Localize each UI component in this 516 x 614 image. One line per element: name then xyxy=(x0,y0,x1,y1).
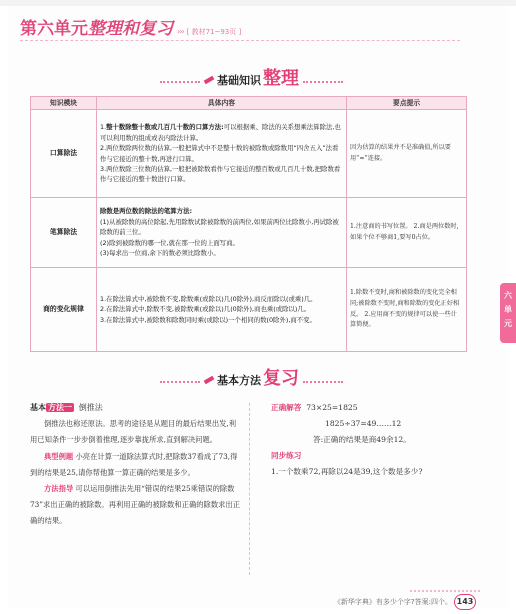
guide-block: 方法指导 可以运用倒推法先用“错误的结果25乘错误的除数73”求出正确的被除数。再利用正确的被除数和正确的除数求出正确的结果。 xyxy=(30,484,241,526)
content-title: 除数是两位数的除法的笔算方法: xyxy=(100,207,193,216)
module-content xyxy=(97,198,347,268)
unit-topic: 整理和复习 xyxy=(88,19,173,39)
footer-dots xyxy=(410,590,480,592)
textbook-ref: [ 教材71~93页 ] xyxy=(186,28,242,36)
content-item: (2)除到被除数的哪一位,就在那一位的上面写商。 xyxy=(100,238,239,247)
table-row xyxy=(31,198,467,268)
pencil-icon xyxy=(204,376,215,384)
knowledge-table xyxy=(30,96,467,352)
arrows-icon: ››› xyxy=(177,27,184,36)
example-block: 典型例题 小亮在计算一道除法算式时,把除数37看成了73,得到的结果是25,请你帮他算一算正确的结果是多少。 xyxy=(30,451,238,477)
module-name: 口算除法 xyxy=(31,110,97,198)
method-intro: 倒推法也称还原法。思考的途径是从题目的最后结果出发,利用已知条件一步步倒着推理,逐步靠拢所求,直到解决问题。 xyxy=(30,419,237,445)
module-content xyxy=(97,268,347,352)
dotted-rule xyxy=(303,81,343,83)
table-row xyxy=(31,110,467,198)
answer-line-2: 1825÷37=49……12 xyxy=(325,419,402,428)
method-heading: 基本 方法一 倒推法 xyxy=(30,403,103,412)
module-name: 笔算除法 xyxy=(31,198,97,268)
section-title-knowledge xyxy=(160,66,343,88)
unit-header xyxy=(20,14,241,39)
section-highlight: 整理 xyxy=(263,68,299,89)
method-column xyxy=(30,400,242,530)
answer-line-3: 答:正确的结果是商49余12。 xyxy=(313,435,411,444)
content-item: 1.在除法算式中,被除数不变,除数乘(或除以)几(0除外),商反而除以(或乘)几。 xyxy=(100,294,317,303)
module-content xyxy=(97,110,347,198)
unit-side-tab: 六 单 元 xyxy=(500,283,516,343)
section-title-method xyxy=(160,366,343,388)
column-header: 具体内容 xyxy=(97,97,347,110)
module-tips: 1.注意商的书写位置。 2.商是两位数时,如果个位不够商1,要写0占位。 xyxy=(347,198,467,268)
practice-heading: 同步练习 xyxy=(271,451,302,460)
content-item: 2.在除法算式中,除数不变,被除数乘(或除以)几(0除外),商也乘(或除以)几。 xyxy=(100,305,311,314)
column-header: 知识模块 xyxy=(31,97,97,110)
section-prefix: 基础知识 xyxy=(217,74,261,87)
section-highlight: 复习 xyxy=(263,368,299,389)
dotted-rule xyxy=(303,381,343,383)
header-divider xyxy=(20,40,460,41)
content-item: 2.两位数除两位数的估算,一般把算式中不是整十数的被除数或除数用“四舍五入”法看作与它接近的整十数,再进行口算。 xyxy=(100,144,339,163)
table-row xyxy=(31,268,467,352)
module-name: 商的变化规律 xyxy=(31,268,97,352)
section-prefix: 基本方法 xyxy=(217,374,261,387)
footer-riddle: 《新华字典》有多少个字?答案:四个。 xyxy=(333,598,452,606)
content-item: 1.整十数除整十数或几百几十数的口算方法:可以根据乘、除法的关系想乘法算除法,也可以利用数的组成或表内除法计算。 xyxy=(100,123,341,142)
dotted-rule xyxy=(160,81,200,83)
content-item: (3)每求出一位商,余下的数必须比除数小。 xyxy=(100,249,220,258)
method-tag: 方法一 xyxy=(48,403,72,412)
content-item: 3.两位数除三位数的估算,一般把被除数看作与它接近的整百数或几百几十数,把除数看作与它接近的整十数进行口算。 xyxy=(100,164,341,184)
unit-name: 第六单元 xyxy=(20,19,88,39)
column-divider xyxy=(249,403,250,575)
page-number: 143 xyxy=(454,594,476,610)
table-header-row xyxy=(31,97,467,110)
content-item: 3.在除法算式中,被除数和除数同时乘(或除以)一个相同的数(0除外),商不变。 xyxy=(100,315,316,324)
module-tips: 1.除数不变时,商和被除数的变化完全相同;被除数不变时,商和除数的变化正好相反。 2.应用商不变的规律可以使一些计算简便。 xyxy=(347,268,467,352)
dotted-rule xyxy=(160,381,200,383)
answer-line-1: 正确解答 73×25=1825 xyxy=(271,403,358,412)
content-item: (1)从被除数的高位除起,先用除数试除被除数的前两位,如果前两位比除数小,再试除被除数的前三位。 xyxy=(100,217,339,237)
practice-question: 1.一个数乘72,再除以24是39,这个数是多少? xyxy=(271,467,423,476)
answer-column xyxy=(257,400,469,480)
column-header: 要点提示 xyxy=(347,97,467,110)
module-tips: 因为估算的结果并不是准确值,所以要用“≈”连接。 xyxy=(347,110,467,198)
pencil-icon xyxy=(204,76,215,84)
